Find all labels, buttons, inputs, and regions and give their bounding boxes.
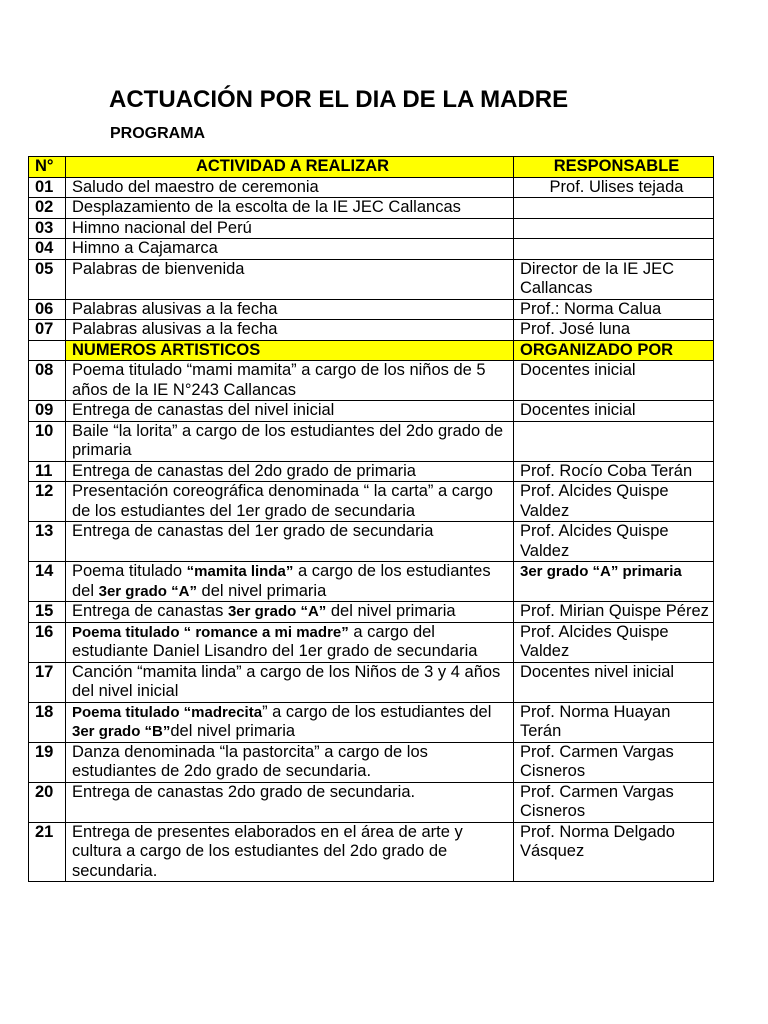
row-num: 10: [29, 421, 66, 461]
row-num: 19: [29, 742, 66, 782]
row-responsable: [514, 562, 714, 602]
row-actividad: Desplazamiento de la escolta de la IE JEC Callancas: [66, 198, 514, 219]
table-row: [29, 622, 714, 662]
row-actividad: Entrega de canastas del 1er grado de secundaria: [66, 522, 514, 562]
row-responsable: Docentes inicial: [514, 401, 714, 422]
row-actividad-text: ” a cargo de los estudiantes del: [262, 702, 492, 721]
row-num: 11: [29, 461, 66, 482]
section-responsable: ORGANIZADO POR: [514, 340, 714, 361]
header-num: N°: [29, 157, 66, 178]
row-actividad-bold: 3er grado “A”: [227, 603, 327, 620]
row-num: 08: [29, 361, 66, 401]
row-actividad-bold: Poema titulado “ romance a mi madre”: [72, 623, 349, 641]
row-actividad-text: Poema titulado: [72, 562, 187, 580]
row-num: 09: [29, 401, 66, 422]
row-actividad-text: Entrega de canastas: [72, 602, 228, 620]
row-actividad: Presentación coreográfica denominada “ la carta” a cargo de los estudiantes del 1er grado de secundaria: [66, 482, 514, 522]
row-actividad-text: del nivel primaria: [326, 602, 456, 620]
table-row: [29, 320, 714, 341]
row-responsable: Prof. José luna: [514, 320, 714, 341]
row-num: 04: [29, 239, 66, 260]
row-responsable: Prof. Carmen Vargas Cisneros: [514, 742, 714, 782]
row-num: 02: [29, 198, 66, 219]
table-row: [29, 198, 714, 219]
section-header-row: [29, 340, 714, 361]
table-row: [29, 461, 714, 482]
table-row: [29, 299, 714, 320]
row-responsable: [514, 239, 714, 260]
table-row: [29, 259, 714, 299]
row-responsable: Prof.: Norma Calua: [514, 299, 714, 320]
row-actividad: Danza denominada “la pastorcita” a cargo de los estudiantes de 2do grado de secundaria.: [66, 742, 514, 782]
row-actividad: [66, 562, 514, 602]
row-actividad-text: del nivel primaria: [196, 581, 327, 600]
table-row: [29, 702, 714, 742]
row-actividad-bold: 3er grado “B”: [72, 723, 171, 740]
row-actividad: Entrega de canastas del nivel inicial: [66, 401, 514, 422]
table-row: [29, 742, 714, 782]
row-num: 15: [29, 602, 66, 623]
row-num: 06: [29, 299, 66, 320]
row-actividad: [66, 622, 514, 662]
row-actividad: Palabras alusivas a la fecha: [66, 320, 514, 341]
row-responsable: Prof. Rocío Coba Terán: [514, 461, 714, 482]
table-header-row: [29, 157, 714, 178]
row-num: 13: [29, 522, 66, 562]
row-num: 14: [29, 562, 66, 602]
table-row: [29, 218, 714, 239]
row-num: 03: [29, 218, 66, 239]
program-table: [28, 156, 714, 882]
table-row: [29, 782, 714, 822]
row-actividad: Entrega de canastas del 2do grado de primaria: [66, 461, 514, 482]
row-actividad: Palabras de bienvenida: [66, 259, 514, 299]
row-responsable: Docentes inicial: [514, 361, 714, 401]
row-actividad-text: a cargo de los estudiantes del: [72, 562, 491, 600]
table-row: [29, 421, 714, 461]
row-actividad: Himno a Cajamarca: [66, 239, 514, 260]
table-row: [29, 602, 714, 623]
row-responsable-bold: 3er grado “A” primaria: [520, 563, 682, 580]
row-responsable: [514, 198, 714, 219]
table-row: [29, 239, 714, 260]
table-row: [29, 822, 714, 882]
row-responsable: Director de la IE JEC Callancas: [514, 259, 714, 299]
row-actividad-text: a cargo del estudiante Daniel Lisandro del 1er grado de secundaria: [72, 622, 478, 660]
row-responsable: [514, 218, 714, 239]
row-actividad-bold: Poema titulado “madrecita: [72, 703, 263, 721]
row-actividad: Palabras alusivas a la fecha: [66, 299, 514, 320]
table-row: [29, 562, 714, 602]
row-num: 07: [29, 320, 66, 341]
section-num: [29, 340, 66, 361]
row-responsable: Prof. Ulises tejada: [514, 177, 714, 198]
row-actividad: Poema titulado “mami mamita” a cargo de los niños de 5 años de la IE N°243 Callancas: [66, 361, 514, 401]
row-num: 12: [29, 482, 66, 522]
row-num: 05: [29, 259, 66, 299]
row-actividad-bold: 3er grado “A”: [98, 582, 197, 600]
row-responsable: Prof. Mirian Quispe Pérez: [514, 602, 714, 623]
row-num: 20: [29, 782, 66, 822]
table-row: [29, 361, 714, 401]
row-actividad-bold: “mamita linda”: [186, 563, 294, 580]
row-responsable: [514, 421, 714, 461]
row-responsable: Prof. Norma Huayan Terán: [514, 702, 714, 742]
table-row: [29, 482, 714, 522]
row-actividad: Entrega de presentes elaborados en el área de arte y cultura a cargo de los estudiantes del 2do grado de secundaria.: [66, 822, 514, 882]
row-num: 16: [29, 622, 66, 662]
row-num: 21: [29, 822, 66, 882]
row-num: 17: [29, 662, 66, 702]
row-actividad-text: del nivel primaria: [170, 722, 296, 740]
row-actividad: [66, 702, 514, 742]
row-actividad: Entrega de canastas 2do grado de secundaria.: [66, 782, 514, 822]
table-row: [29, 662, 714, 702]
row-responsable: Prof. Norma Delgado Vásquez: [514, 822, 714, 882]
row-actividad: Canción “mamita linda” a cargo de los Niños de 3 y 4 años del nivel inicial: [66, 662, 514, 702]
page-subtitle: PROGRAMA: [110, 125, 206, 142]
row-responsable: Prof. Alcides Quispe Valdez: [514, 622, 714, 662]
header-actividad: ACTIVIDAD A REALIZAR: [66, 157, 514, 178]
row-responsable: Prof. Alcides Quispe Valdez: [514, 482, 714, 522]
row-actividad: Saludo del maestro de ceremonia: [66, 177, 514, 198]
table-row: [29, 401, 714, 422]
row-responsable: Prof. Carmen Vargas Cisneros: [514, 782, 714, 822]
row-responsable: Prof. Alcides Quispe Valdez: [514, 522, 714, 562]
row-actividad: [66, 602, 514, 623]
table-row: [29, 177, 714, 198]
page-title: ACTUACIÓN POR EL DIA DE LA MADRE: [109, 86, 569, 113]
row-responsable: Docentes nivel inicial: [514, 662, 714, 702]
row-actividad: Himno nacional del Perú: [66, 218, 514, 239]
row-actividad: Baile “la lorita” a cargo de los estudiantes del 2do grado de primaria: [66, 421, 514, 461]
table-row: [29, 522, 714, 562]
row-num: 01: [29, 177, 66, 198]
section-actividad: NUMEROS ARTISTICOS: [66, 340, 514, 361]
header-responsable: RESPONSABLE: [514, 157, 714, 178]
row-num: 18: [29, 702, 66, 742]
